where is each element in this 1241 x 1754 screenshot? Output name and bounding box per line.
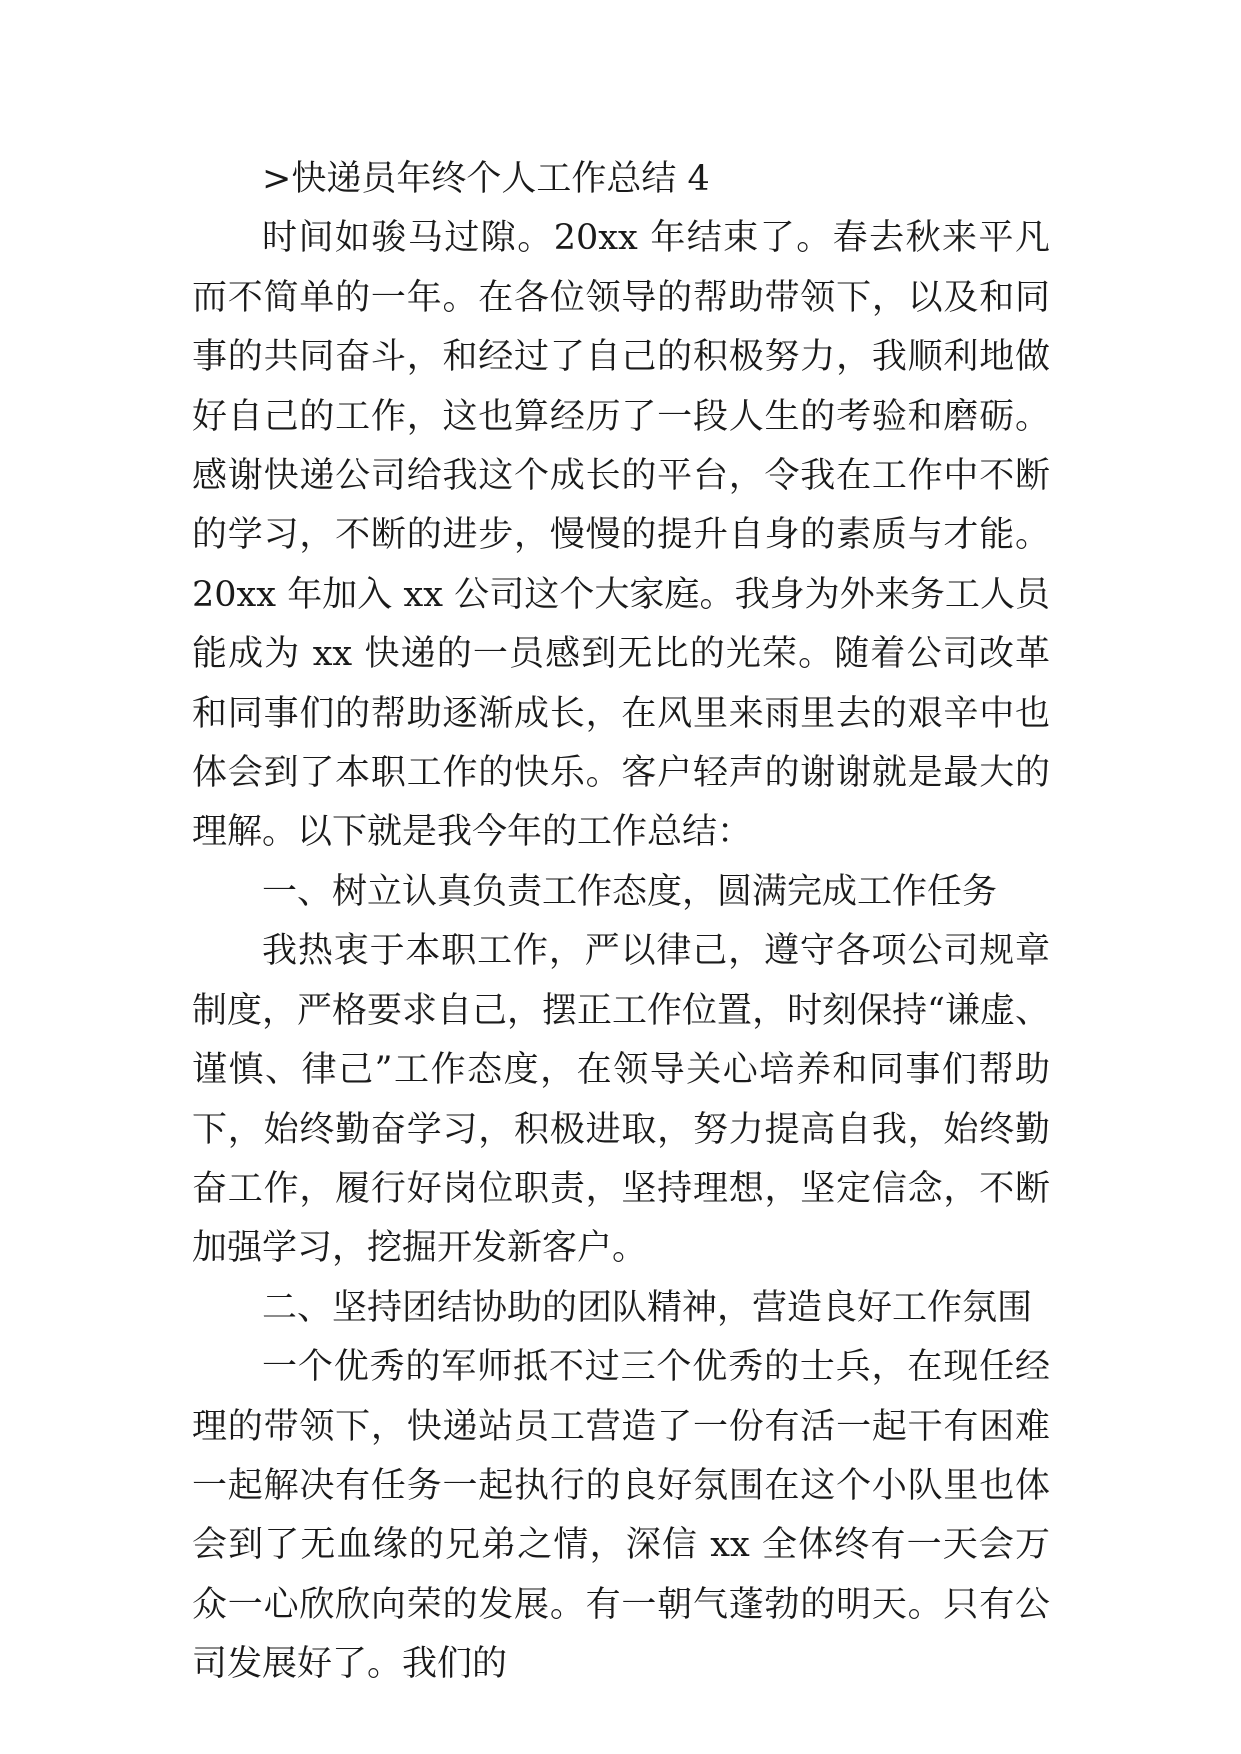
paragraph-intro: 时间如骏马过隙。20xx 年结束了。春去秋来平凡而不简单的一年。在各位领导的帮助带领下，以及和同事的共同奋斗，和经过了自己的积极努力，我顺利地做好自己的工作，这也算经历了一段人生的考验和磨砺。感谢快递公司给我这个成长的平台，令我在工作中不断的学习，不断的进步，慢慢的提升自身的素质与才能。20xx 年加入 xx 公司这个大家庭。我身为外来务工人员能成为 xx 快递的一员感到无比的光荣。随着公司改革和同事们的帮助逐渐成长，在风里来雨里去的艰辛中也体会到了本职工作的快乐。客户轻声的谢谢就是最大的理解。以下就是我今年的工作总结： [192, 218, 1050, 853]
section-heading-2: 二、坚持团结协助的团队精神，营造良好工作氛围 [262, 1287, 1033, 1328]
paragraph-section-2: 一个优秀的军师抵不过三个优秀的士兵，在现任经理的带领下，快递站员工营造了一份有活一起干有困难一起解决有任务一起执行的良好氛围在这个小队里也体会到了无血缘的兄弟之情，深信 xx 全体终有一天会万众一心欣欣向荣的发展。有一朝气蓬勃的明天。只有公司发展好了。我们的 [192, 1347, 1050, 1685]
section-heading-1: 一、树立认真负责工作态度，圆满完成工作任务 [262, 871, 998, 912]
document-body [192, 150, 1050, 1695]
paragraph-section-1: 我热衷于本职工作，严以律己，遵守各项公司规章制度，严格要求自己，摆正工作位置，时刻保持“谦虚、谨慎、律己”工作态度，在领导关心培养和同事们帮助下，始终勤奋学习，积极进取，努力提高自我，始终勤奋工作，履行好岗位职责，坚持理想，坚定信念，不断加强学习，挖掘开发新客户。 [192, 931, 1050, 1269]
document-heading: >快递员年终个人工作总结 4 [262, 159, 710, 199]
